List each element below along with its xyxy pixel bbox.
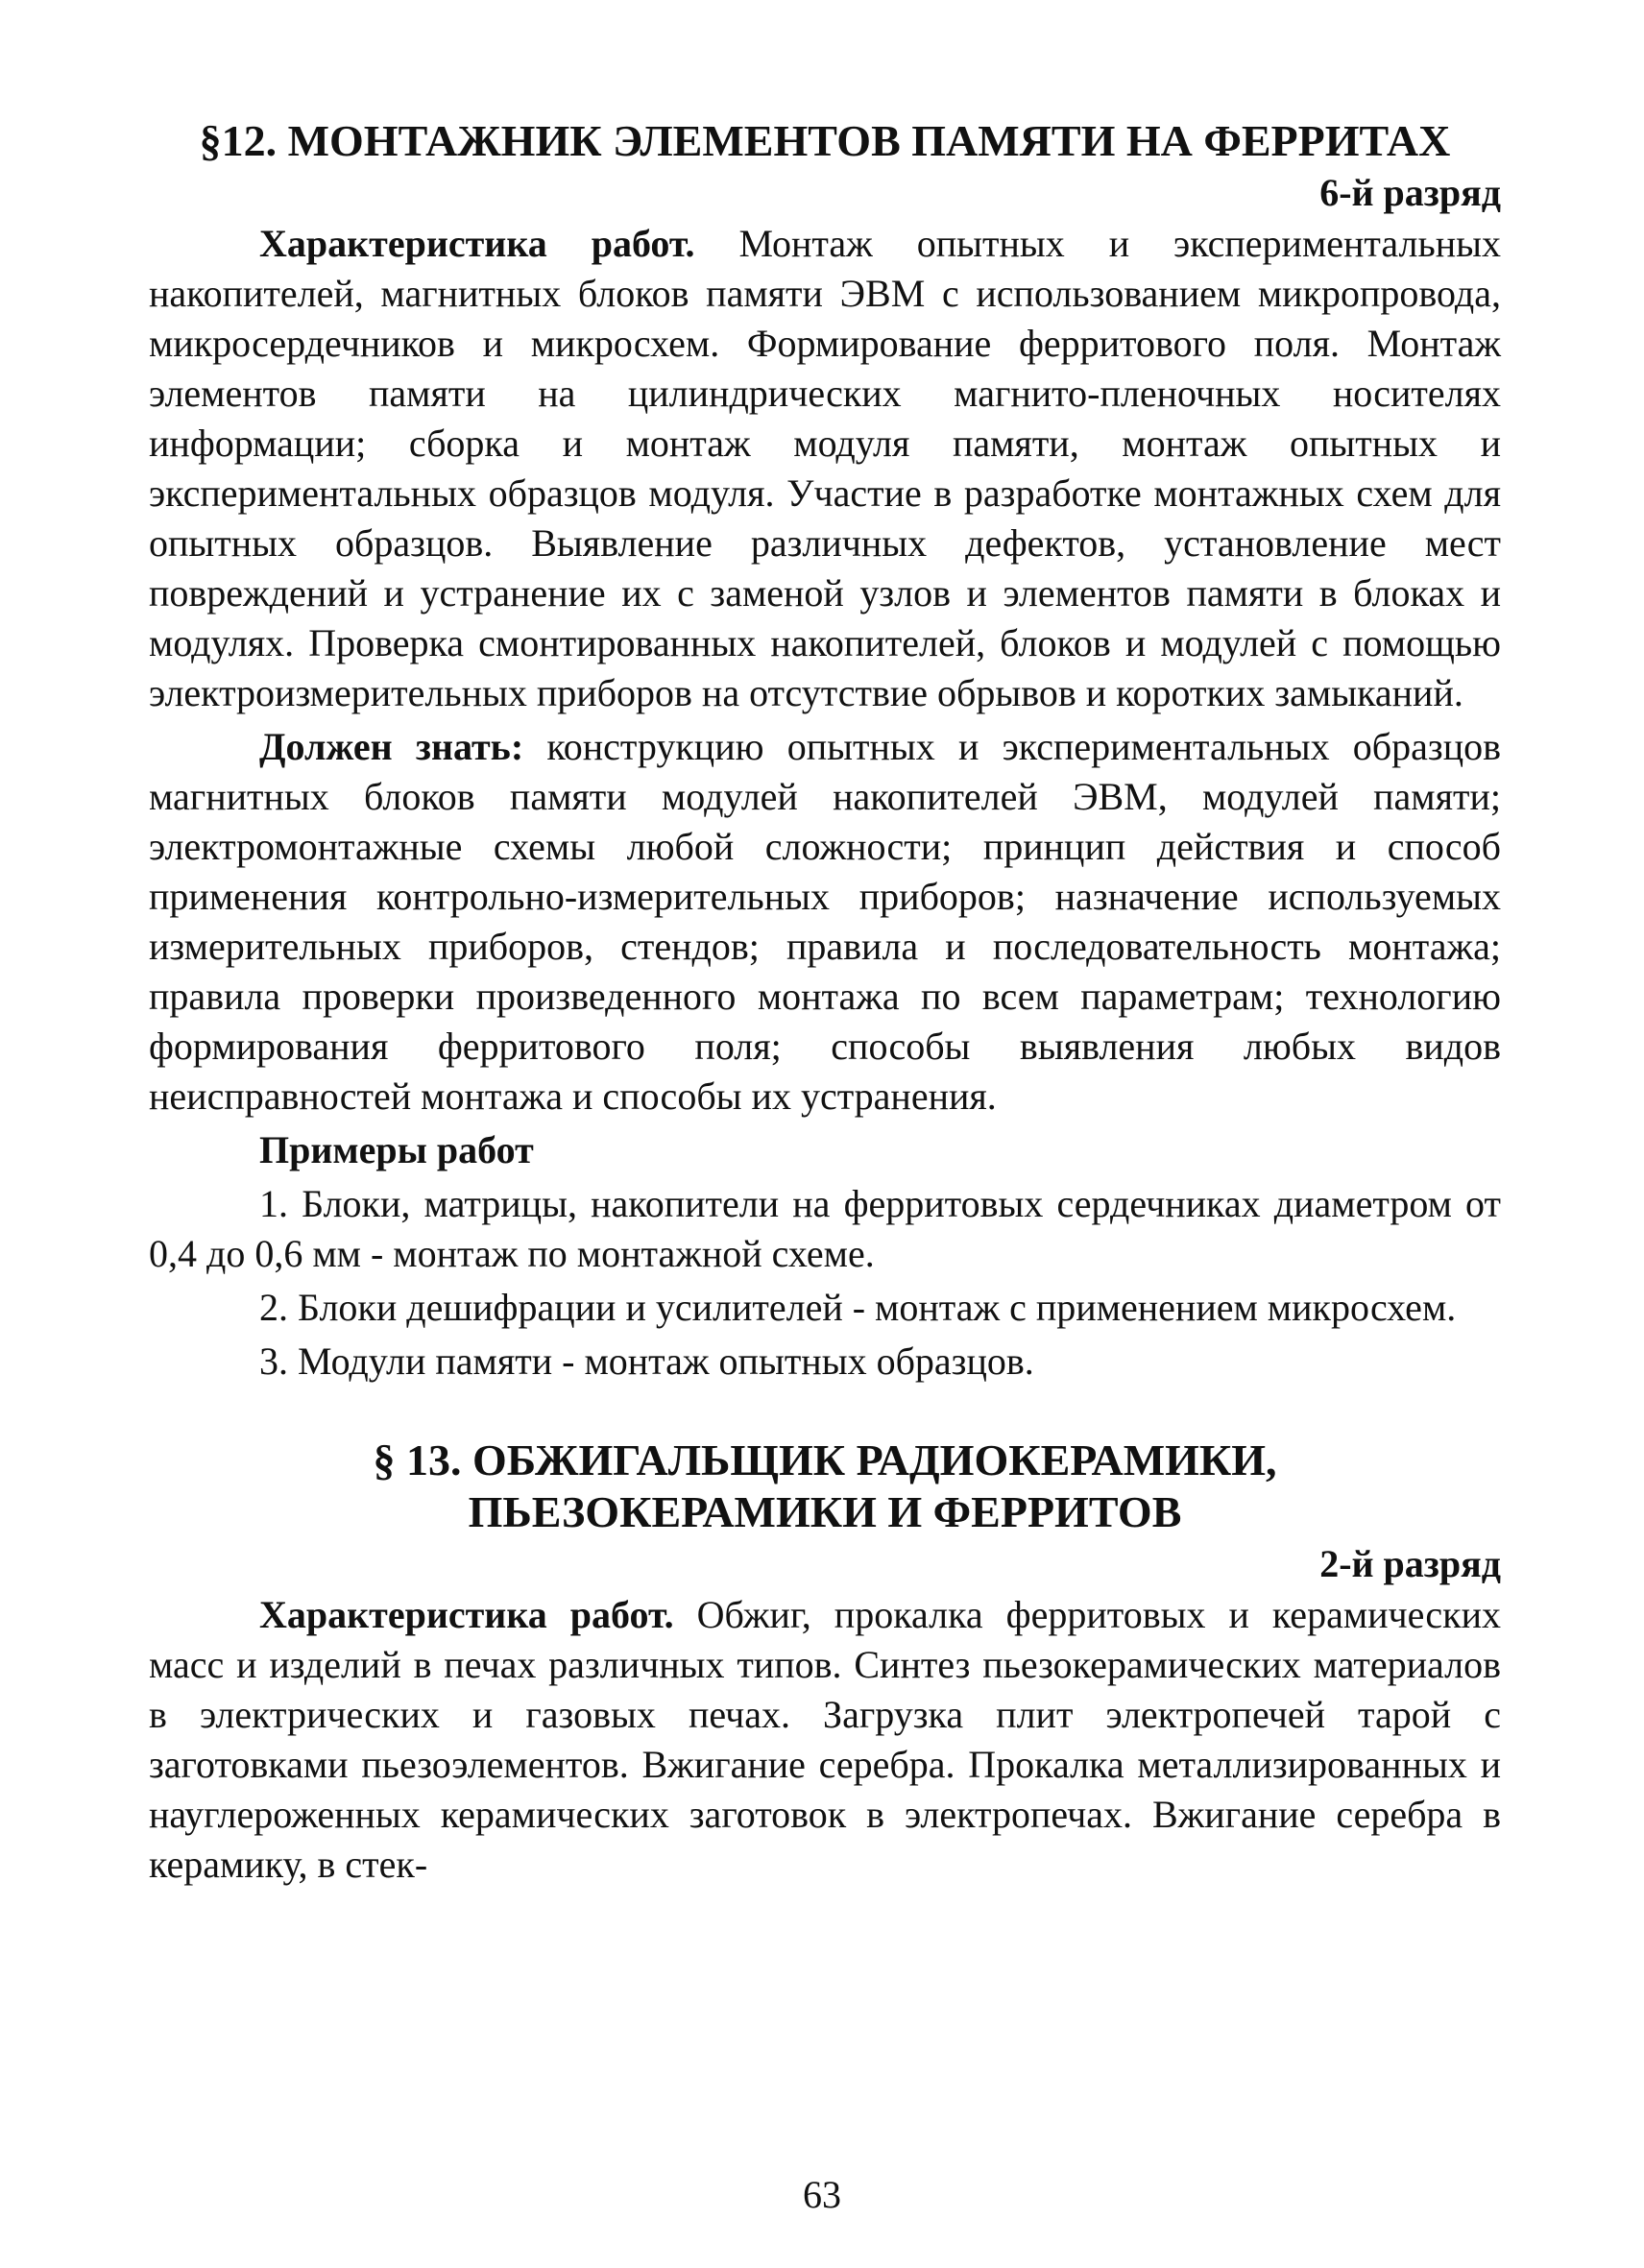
must-know-label: Должен знать:: [259, 725, 524, 768]
section-13-title: [149, 1435, 1501, 1538]
section-12-characteristics: [149, 219, 1501, 718]
page-content: [149, 115, 1501, 1894]
must-know-text: конструкцию опытных и экспериментальных образцов магнитных блоков памяти модулей накопителей ЭВМ, модулей памяти; электромонтажные схемы любой сложности; принцип действия и способ применения контрольно-измерительных приборов; назначение используемых измерительных приборов, стендов; правила и последовательность монтажа; правила проверки произведенного монтажа по всем параметрам; технологию формирования ферритового поля; способы выявления любых видов неисправностей монтажа и способы их устранения.: [149, 725, 1501, 1118]
example-item: 1. Блоки, матрицы, накопители на ферритовых сердечниках диаметром от 0,4 до 0,6 мм - монтаж по монтажной схеме.: [149, 1182, 1501, 1275]
example-item: 2. Блоки дешифрации и усилителей - монтаж с применением микросхем.: [259, 1286, 1457, 1329]
section-12-must-know: [149, 722, 1501, 1122]
characteristics-label: Характеристика работ.: [259, 1593, 674, 1636]
page-number: 63: [803, 2173, 841, 2216]
section-12-title: §12. МОНТАЖНИК ЭЛЕМЕНТОВ ПАМЯТИ НА ФЕРРИТАХ: [199, 116, 1451, 165]
characteristics-text: Обжиг, прокалка ферритовых и керамических масс и изделий в печах различных типов. Синтез пьезокерамических материалов в электрических и газовых печах. Загрузка плит электропечей тарой с заготовками пьезоэлементов. Вжигание серебра. Прокалка металлизированных и науглероженных керамических заготовок в электропечах. Вжигание серебра в керамику, в стек-: [149, 1593, 1501, 1886]
section-13-grade: 2-й разряд: [1319, 1542, 1501, 1585]
characteristics-label: Характеристика работ.: [259, 222, 695, 265]
section-12-grade: 6-й разряд: [1319, 171, 1501, 214]
section-13-title-line-2: ПЬЕЗОКЕРАМИКИ И ФЕРРИТОВ: [468, 1487, 1182, 1536]
characteristics-text: Монтаж опытных и экспериментальных накопителей, магнитных блоков памяти ЭВМ с использованием микропровода, микросердечников и микросхем. Формирование ферритового поля. Монтаж элементов памяти на цилиндрических магнито-пленочных носителях информации; сборка и монтаж модуля памяти, монтаж опытных и экспериментальных образцов модуля. Участие в разработке монтажных схем для опытных образцов. Выявление различных дефектов, установление мест повреждений и устранение их с заменой узлов и элементов памяти в блоках и модулях. Проверка смонтированных накопителей, блоков и модулей с помощью электроизмерительных приборов на отсутствие обрывов и коротких замыканий.: [149, 222, 1501, 714]
examples-title: Примеры работ: [259, 1128, 534, 1171]
section-13-characteristics: [149, 1590, 1501, 1890]
section-13-title-line-1: § 13. ОБЖИГАЛЬЩИК РАДИОКЕРАМИКИ,: [373, 1436, 1277, 1484]
example-item: 3. Модули памяти - монтаж опытных образцов.: [259, 1339, 1034, 1383]
